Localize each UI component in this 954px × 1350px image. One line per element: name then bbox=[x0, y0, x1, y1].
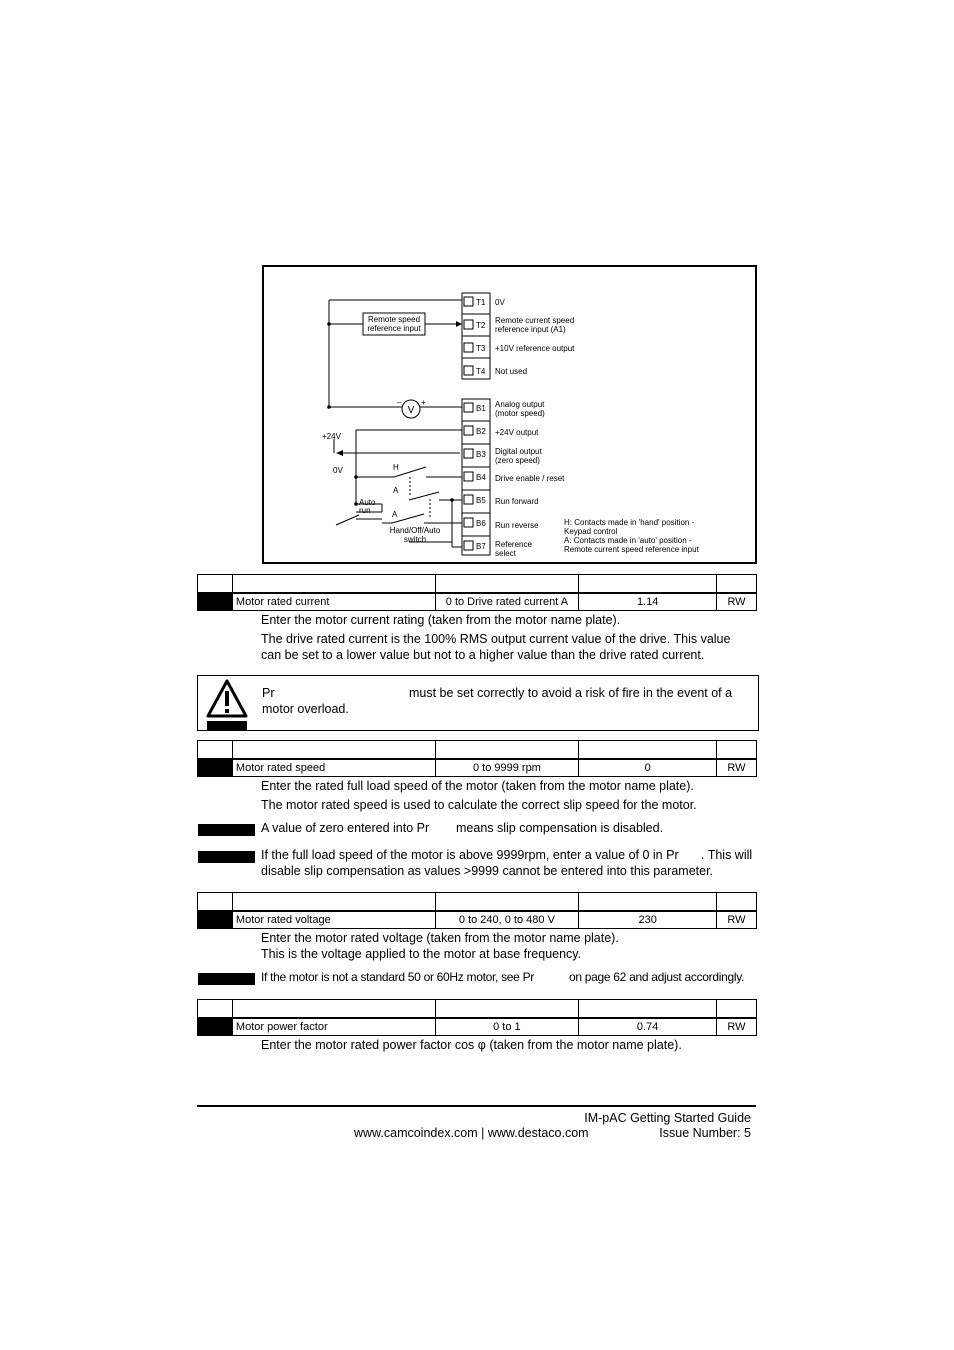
terminal-label-b6: Run reverse bbox=[495, 521, 539, 530]
current-desc-2-line2: can be set to a lower value but not to a higher value than the drive rated current. bbox=[261, 648, 705, 662]
terminal-id-b5: B5 bbox=[476, 496, 486, 505]
terminal-label-t2-2: reference input (A1) bbox=[495, 325, 566, 334]
speed-note2-b: . This will bbox=[701, 848, 753, 862]
warning-text-line2: motor overload. bbox=[262, 702, 349, 716]
note-a-line1: A: Contacts made in 'auto' position - bbox=[564, 536, 692, 545]
switch-a-label-1: A bbox=[393, 486, 399, 495]
note-label-bar bbox=[198, 824, 255, 836]
voltage-desc-1: Enter the motor rated voltage (taken from the motor name plate). bbox=[261, 931, 619, 945]
supply-24v-label: +24V bbox=[322, 432, 341, 441]
param-access: RW bbox=[717, 593, 757, 611]
note-a-line2: Remote current speed reference input bbox=[564, 545, 699, 554]
terminal-label-t4: Not used bbox=[495, 367, 528, 376]
footer-websites[interactable]: www.camcoindex.com | www.destaco.com bbox=[354, 1126, 589, 1140]
auto-run-label-1: Auto bbox=[359, 498, 376, 507]
terminal-label-b7-2: select bbox=[495, 549, 516, 558]
auto-run-label-2: run bbox=[359, 506, 371, 515]
hand-off-auto-label-2: switch bbox=[403, 535, 427, 544]
param-number-cell bbox=[198, 1018, 233, 1036]
speed-note1-b: means slip compensation is disabled. bbox=[456, 821, 664, 835]
wiring-diagram-svg bbox=[264, 267, 755, 562]
speed-note2-a: If the full load speed of the motor is above 9999rpm, enter a value of 0 in Pr bbox=[261, 848, 679, 862]
param-access: RW bbox=[717, 759, 757, 777]
speed-note1-a: A value of zero entered into Pr bbox=[261, 821, 430, 835]
param-range: 0 to Drive rated current A bbox=[435, 593, 579, 611]
param-default: 230 bbox=[579, 911, 717, 929]
terminal-label-b4: Drive enable / reset bbox=[495, 474, 565, 483]
param-name: Motor rated current bbox=[232, 593, 435, 611]
param-name: Motor rated voltage bbox=[232, 911, 435, 929]
terminal-id-b4: B4 bbox=[476, 473, 486, 482]
param-name: Motor power factor bbox=[232, 1018, 435, 1036]
param-access: RW bbox=[717, 1018, 757, 1036]
switch-h-label: H bbox=[393, 463, 399, 472]
terminal-label-b1-1: Analog output bbox=[495, 400, 545, 409]
param-default: 0.74 bbox=[579, 1018, 717, 1036]
param-range: 0 to 240, 0 to 480 V bbox=[435, 911, 579, 929]
voltage-note-b: on page 62 and adjust accordingly. bbox=[569, 970, 745, 984]
hand-off-auto-label-1: Hand/Off/Auto bbox=[389, 526, 441, 535]
param-number-cell bbox=[198, 911, 233, 929]
remote-box-label-2: reference input bbox=[367, 324, 421, 333]
param-range: 0 to 9999 rpm bbox=[435, 759, 579, 777]
note-h-line1: H: Contacts made in 'hand' position - bbox=[564, 518, 695, 527]
footer-issue-number: Issue Number: 5 bbox=[659, 1126, 751, 1140]
warning-text-line1: must be set correctly to avoid a risk of fire in the event of a bbox=[409, 686, 733, 700]
wiring-diagram bbox=[262, 265, 757, 564]
current-desc-1: Enter the motor current rating (taken from the motor name plate). bbox=[261, 613, 621, 627]
remote-box-label-1: Remote speed bbox=[367, 315, 421, 324]
terminal-id-t1: T1 bbox=[476, 298, 486, 307]
terminal-label-t1: 0V bbox=[495, 298, 505, 307]
param-default: 0 bbox=[579, 759, 717, 777]
footer-rule bbox=[197, 1105, 756, 1107]
voltmeter-plus: + bbox=[421, 398, 426, 407]
param-default: 1.14 bbox=[579, 593, 717, 611]
current-desc-2-line1: The drive rated current is the 100% RMS output current value of the drive. This value bbox=[261, 632, 731, 646]
terminal-label-b3-1: Digital output bbox=[495, 447, 542, 456]
supply-0v-label: 0V bbox=[333, 466, 343, 475]
speed-desc-2: The motor rated speed is used to calculate the correct slip speed for the motor. bbox=[261, 798, 697, 812]
param-table-motor-power-factor bbox=[197, 999, 757, 1036]
terminal-id-b6: B6 bbox=[476, 519, 486, 528]
terminal-id-b7: B7 bbox=[476, 542, 486, 551]
warning-pr: Pr bbox=[262, 686, 275, 700]
note-label-bar bbox=[198, 851, 255, 863]
speed-note2-line2: disable slip compensation as values >9999 cannot be entered into this parameter. bbox=[261, 864, 714, 878]
terminal-label-t3: +10V reference output bbox=[495, 344, 575, 353]
terminal-id-b2: B2 bbox=[476, 427, 486, 436]
terminal-label-b7-1: Reference bbox=[495, 540, 532, 549]
param-access: RW bbox=[717, 911, 757, 929]
terminal-label-t2-1: Remote current speed bbox=[495, 316, 575, 325]
param-range: 0 to 1 bbox=[435, 1018, 579, 1036]
warning-triangle-icon bbox=[204, 678, 250, 730]
param-table-motor-current bbox=[197, 574, 757, 611]
terminal-id-b1: B1 bbox=[476, 404, 486, 413]
param-table-motor-speed bbox=[197, 740, 757, 777]
terminal-label-b2: +24V output bbox=[495, 428, 539, 437]
note-label-bar bbox=[198, 973, 255, 985]
switch-a-label-2: A bbox=[392, 510, 398, 519]
voltmeter-symbol: V bbox=[407, 405, 415, 416]
param-name: Motor rated speed bbox=[232, 759, 435, 777]
speed-desc-1: Enter the rated full load speed of the motor (taken from the motor name plate). bbox=[261, 779, 694, 793]
voltage-desc-2: This is the voltage applied to the motor at base frequency. bbox=[261, 947, 582, 961]
terminal-label-b3-2: (zero speed) bbox=[495, 456, 540, 465]
param-table-motor-voltage bbox=[197, 892, 757, 929]
terminal-label-b1-2: (motor speed) bbox=[495, 409, 545, 418]
note-h-line2: Keypad control bbox=[564, 527, 618, 536]
footer-guide-title: IM-pAC Getting Started Guide bbox=[584, 1111, 751, 1125]
terminal-label-b5: Run forward bbox=[495, 497, 539, 506]
param-number-cell bbox=[198, 759, 233, 777]
param-number-cell bbox=[198, 593, 233, 611]
voltmeter-minus: – bbox=[397, 398, 402, 407]
voltage-note-a: If the motor is not a standard 50 or 60Hz motor, see Pr bbox=[261, 970, 534, 984]
pf-desc-1: Enter the motor rated power factor cos φ (taken from the motor name plate). bbox=[261, 1038, 682, 1052]
terminal-id-t2: T2 bbox=[476, 321, 486, 330]
terminal-id-b3: B3 bbox=[476, 450, 486, 459]
terminal-id-t4: T4 bbox=[476, 367, 486, 376]
terminal-id-t3: T3 bbox=[476, 344, 486, 353]
